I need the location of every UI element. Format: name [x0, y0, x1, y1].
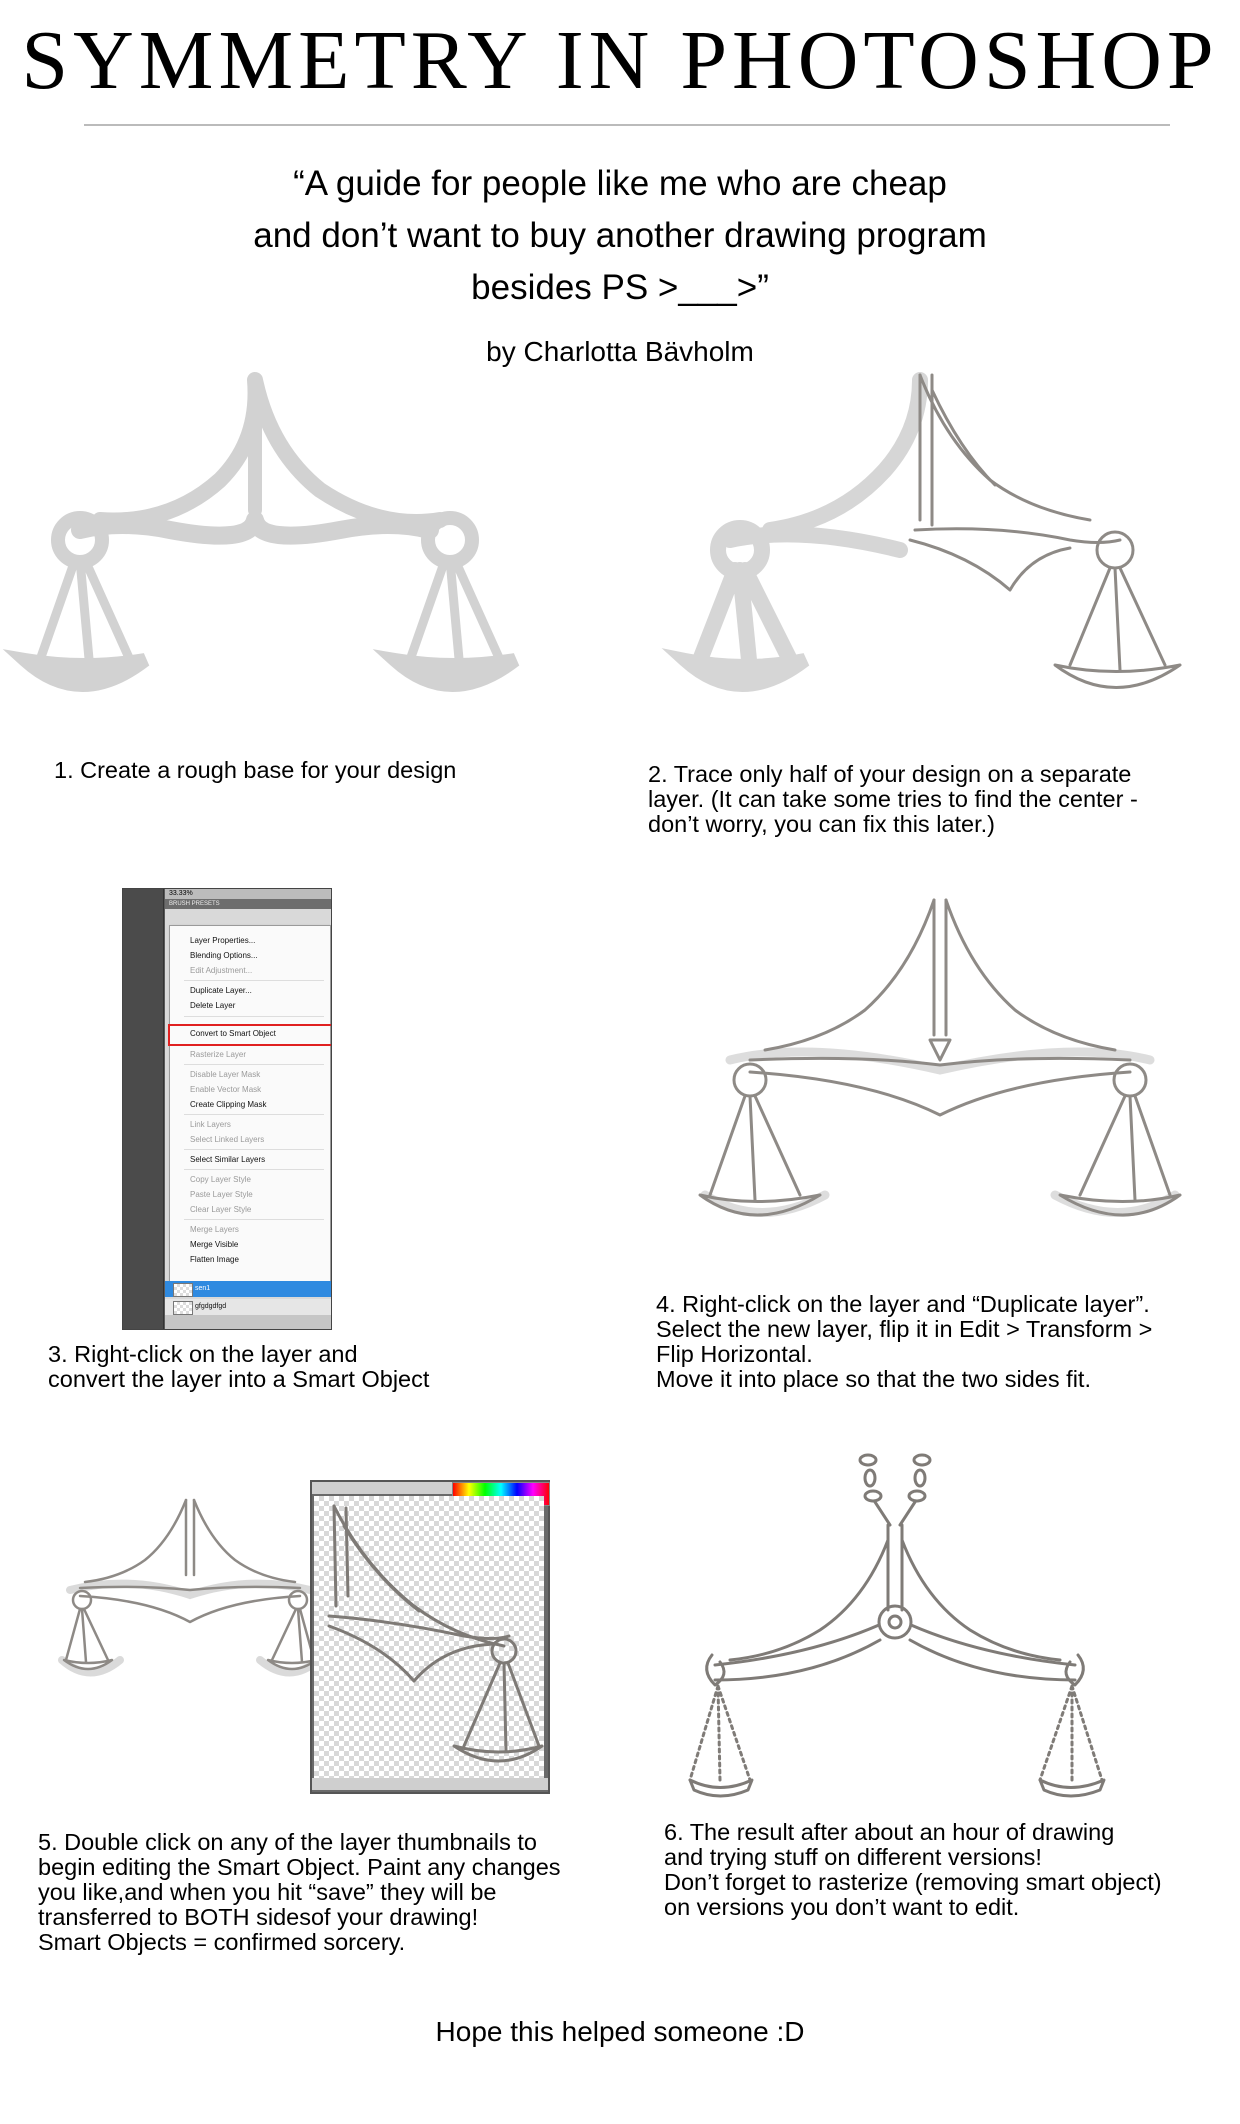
subtitle-line: “A guide for people like me who are cheap — [293, 164, 947, 203]
menu-item-flatten-image[interactable]: Flatten Image — [190, 1255, 239, 1264]
menu-item-blending-options[interactable]: Blending Options... — [190, 951, 258, 960]
status-bar — [312, 1778, 548, 1790]
menu-item-paste-layer-style[interactable]: Paste Layer Style — [190, 1190, 253, 1199]
title-divider — [84, 124, 1170, 126]
layer-name: gfgdgdfgd — [195, 1303, 227, 1310]
step-2-caption: 2. Trace only half of your design on a separate layer. (It can take some tries to find the center - don’t worry, you can fix this later.) — [648, 761, 1138, 837]
author-credit: by Charlotta Bävholm — [486, 336, 754, 367]
mirrored-scale-illustration — [690, 890, 1190, 1250]
step-4-caption: 4. Right-click on the layer and “Duplicate layer”. Select the new layer, flip it in Edit > Transform > Flip Horizontal. Move it into place so that the two sides fit. — [656, 1291, 1153, 1392]
menu-item-clear-layer-style[interactable]: Clear Layer Style — [190, 1205, 252, 1214]
step-1-caption: 1. Create a rough base for your design — [54, 757, 457, 783]
subtitle-line: besides PS >___>” — [471, 268, 769, 307]
menu-item-copy-layer-style[interactable]: Copy Layer Style — [190, 1175, 251, 1184]
menu-separator — [184, 980, 324, 981]
page-title: SYMMETRY IN PHOTOSHOP — [21, 14, 1219, 107]
menu-item-enable-vector-mask[interactable]: Enable Vector Mask — [190, 1085, 262, 1094]
layer-row-selected[interactable] — [165, 1281, 331, 1297]
menu-item-rasterize-layer[interactable]: Rasterize Layer — [190, 1050, 247, 1059]
menu-item-select-similar-layers[interactable]: Select Similar Layers — [190, 1155, 266, 1164]
half-traced-illustration — [670, 360, 1230, 740]
menu-separator — [184, 1114, 324, 1115]
subtitle-line: and don’t want to buy another drawing program — [253, 216, 987, 255]
layer-thumbnail[interactable] — [173, 1283, 193, 1297]
step-6-caption: 6. The result after about an hour of drawing and trying stuff on different versions! Don’t forget to rasterize (removing smart object) on versions you don’t want to edit. — [664, 1819, 1162, 1920]
menu-item-delete-layer[interactable]: Delete Layer — [190, 1001, 236, 1010]
menu-item-link-layers[interactable]: Link Layers — [190, 1120, 231, 1129]
step-5-caption: 5. Double click on any of the layer thumbnails to begin editing the Smart Object. Paint any changes you like,and when you hit “save” they will be transferred to BOTH sidesof your drawing! Smart Objects = confirmed sorcery. — [38, 1829, 561, 1955]
menu-separator — [184, 1064, 324, 1065]
menu-item-merge-visible[interactable]: Merge Visible — [190, 1240, 239, 1249]
menu-item-edit-adjustment[interactable]: Edit Adjustment... — [190, 966, 253, 975]
menu-item-select-linked-layers[interactable]: Select Linked Layers — [190, 1135, 265, 1144]
rough-base-illustration — [20, 370, 580, 730]
layer-thumbnail[interactable] — [173, 1301, 193, 1315]
menu-separator — [184, 1219, 324, 1220]
menu-item-disable-layer-mask[interactable]: Disable Layer Mask — [190, 1070, 261, 1079]
menu-item-layer-properties[interactable]: Layer Properties... — [190, 936, 256, 945]
subtitle — [0, 158, 1240, 314]
closing-note: Hope this helped someone :D — [435, 2016, 805, 2047]
smart-object-editor-window — [310, 1480, 550, 1794]
smart-object-scale-preview — [60, 1490, 320, 1690]
layers-context-menu-screenshot — [122, 888, 332, 1330]
menu-item-merge-layers[interactable]: Merge Layers — [190, 1225, 239, 1234]
zoom-readout: 33.33% — [165, 889, 331, 899]
menu-separator — [184, 1149, 324, 1150]
menu-item-convert-to-smart-object[interactable]: Convert to Smart Object — [190, 1029, 276, 1038]
menu-separator — [184, 1169, 324, 1170]
half-scale-drawing — [314, 1496, 544, 1778]
layers-panel — [165, 889, 331, 1329]
layer-row[interactable] — [165, 1299, 331, 1315]
menu-item-duplicate-layer[interactable]: Duplicate Layer... — [190, 986, 252, 995]
menu-item-create-clipping-mask[interactable]: Create Clipping Mask — [190, 1100, 267, 1109]
smart-object-highlight-box — [168, 1024, 332, 1046]
context-menu — [169, 925, 331, 1287]
layers-panel-footer — [165, 1315, 331, 1329]
tool-strip — [123, 889, 164, 1329]
final-scale-illustration — [690, 1450, 1210, 1800]
transparent-canvas[interactable] — [314, 1496, 544, 1778]
step-3-caption: 3. Right-click on the layer and convert the layer into a Smart Object — [48, 1341, 430, 1392]
layer-name: sen1 — [195, 1285, 211, 1292]
panel-tab[interactable]: BRUSH PRESETS — [165, 899, 331, 909]
menu-separator — [184, 1016, 324, 1017]
